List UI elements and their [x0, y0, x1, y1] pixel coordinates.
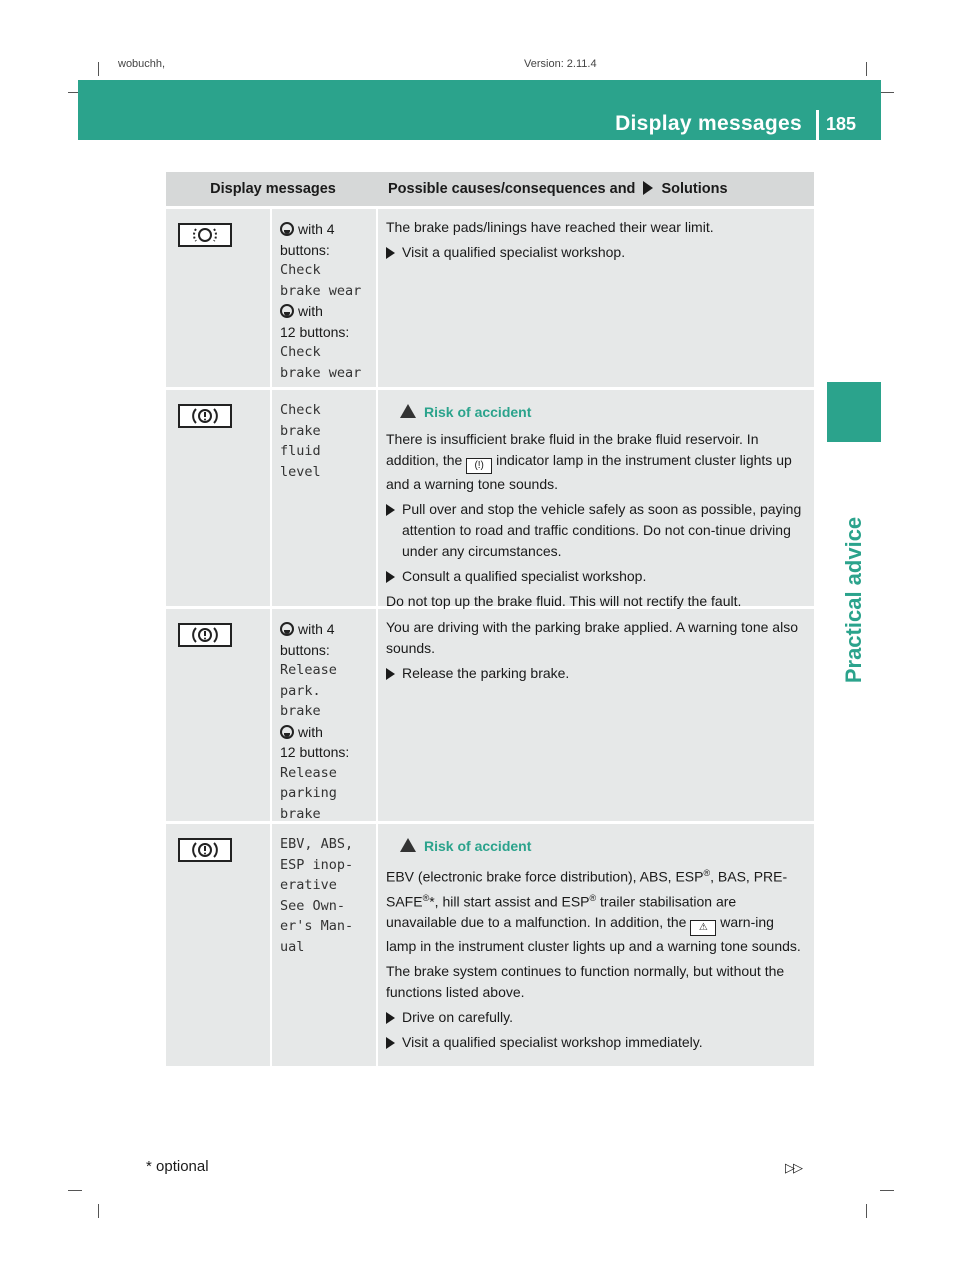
display-cell — [272, 609, 376, 821]
solution-step: Pull over and stop the vehicle safely as soon as possible, paying attention to road and traffic conditions. Do not con-tinue driving under any circumstances. — [386, 499, 808, 562]
registered-mark: ® — [589, 892, 597, 903]
closing-text: The brake system continues to function normally, but without the functions listed above. — [386, 963, 785, 1001]
display-message: fluid — [280, 443, 321, 459]
icon-cell — [166, 609, 270, 821]
table-header — [166, 172, 814, 206]
cause-text: The brake pads/linings have reached their wear limit. — [386, 219, 714, 235]
icon-cell — [166, 390, 270, 606]
cause-text-6: warn-ing lamp in the instrument cluster lights up and a warning tone sounds. — [386, 914, 801, 955]
brake-fluid-icon — [178, 404, 232, 428]
table-row — [166, 390, 814, 609]
display-message: ual — [280, 938, 305, 955]
meta-right: Version: 2.11.4 — [524, 58, 597, 70]
solution-step: Drive on carefully. — [386, 1007, 808, 1028]
registered-mark: ® — [422, 892, 430, 903]
cause-text-2: , BAS, — [710, 868, 750, 885]
brake-warning-lamp-icon: (!) — [466, 458, 492, 474]
section-label: Practical advice — [841, 516, 866, 684]
steering-wheel-icon — [280, 304, 294, 318]
steering-wheel-icon — [280, 622, 294, 636]
solution-step: Release the parking brake. — [386, 663, 808, 684]
display-message: Release — [280, 662, 337, 678]
display-message: EBV, ABS, — [280, 836, 354, 852]
display-message: brake wear — [280, 364, 362, 381]
display-message: er's Man- — [280, 918, 354, 934]
arrow-icon — [643, 181, 653, 195]
cause-text-5: trailer stabilisation are unavailable due to a malfunction. In addition, the — [386, 893, 737, 931]
warning-text: Risk of accident — [424, 838, 532, 854]
display-message: brake — [280, 703, 321, 719]
solution-cell — [378, 209, 814, 387]
messages-table — [166, 172, 814, 1066]
col-solutions-label-b: Solutions — [661, 181, 728, 197]
solution-step: Visit a qualified specialist workshop immediately. — [386, 1032, 808, 1053]
crop-mark — [880, 92, 894, 93]
warning-heading — [400, 402, 808, 423]
brake-wear-icon — [178, 223, 232, 247]
display-cell — [272, 824, 376, 1066]
crop-mark — [98, 1204, 99, 1218]
cause-text-4: *, hill start assist and ESP — [429, 893, 590, 910]
display-message: ESP inop- — [280, 856, 354, 873]
cause-text-3: PRE-SAFE — [386, 868, 788, 910]
display-line: 12 buttons: — [280, 744, 350, 760]
display-buttons-4: with 4 — [298, 621, 335, 637]
crop-mark — [866, 1204, 867, 1218]
display-message: Release — [280, 764, 337, 781]
display-cell — [272, 209, 376, 387]
page-title: Display messages — [615, 112, 802, 135]
display-message: level — [280, 463, 321, 480]
table-row — [166, 824, 814, 1066]
display-line — [280, 722, 376, 743]
col-solutions-label-a: Possible causes/consequences and — [388, 181, 636, 197]
table-row — [166, 209, 814, 387]
display-message: parking — [280, 785, 337, 801]
footnote: * optional — [146, 1158, 209, 1175]
display-message: Check — [280, 344, 321, 360]
display-buttons-12: with — [298, 303, 323, 319]
display-message: Check — [280, 402, 321, 418]
skid-warning-lamp-icon: ⚠ — [690, 920, 716, 936]
solution-step: Consult a qualified specialist workshop. — [386, 566, 808, 587]
display-message: park. — [280, 682, 321, 699]
crop-mark — [880, 1190, 894, 1191]
steering-wheel-icon — [280, 222, 294, 236]
col-display-messages: Display messages — [210, 181, 336, 197]
display-message: See Own- — [280, 897, 346, 914]
crop-mark — [98, 62, 99, 76]
closing-text: Do not top up the brake fluid. This will not rectify the fault. — [386, 593, 742, 609]
cause-text-a: There is insufficient brake fluid in the brake fluid reservoir. In addition, the — [386, 431, 759, 468]
display-line — [280, 619, 376, 640]
section-tab — [827, 382, 881, 442]
warning-triangle-icon — [400, 838, 416, 852]
icon-cell — [166, 824, 270, 1066]
display-line: buttons: — [280, 241, 330, 258]
display-line — [280, 219, 376, 240]
solution-step: Visit a qualified specialist workshop. — [386, 242, 808, 263]
display-message: brake — [280, 422, 321, 439]
col-solutions — [380, 181, 814, 197]
warning-triangle-icon — [400, 404, 416, 418]
cause-text — [386, 429, 808, 495]
display-message: brake wear — [280, 282, 362, 299]
cause-text-1: EBV (electronic brake force distribution), ABS, ESP — [386, 868, 704, 885]
warning-text: Risk of accident — [424, 404, 532, 420]
meta-left: wobuchh, — [118, 58, 166, 70]
display-message: erative — [280, 877, 337, 893]
parking-brake-icon — [178, 623, 232, 647]
display-message: brake — [280, 805, 321, 822]
display-buttons-12: with — [298, 723, 323, 740]
display-cell — [272, 390, 376, 606]
cause-text: You are driving with the parking brake applied. A warning tone also sounds. — [386, 619, 798, 656]
registered-mark: ® — [703, 868, 711, 878]
display-line: buttons: — [280, 641, 330, 658]
header-divider — [816, 110, 819, 140]
display-line — [280, 301, 376, 322]
page-number: 185 — [826, 114, 857, 134]
warning-heading — [400, 836, 808, 857]
crop-mark — [68, 1190, 82, 1191]
display-buttons-4: with 4 — [298, 221, 335, 237]
next-page-marker: ▷▷ — [785, 1160, 801, 1175]
brake-system-icon — [178, 838, 232, 862]
cause-text — [386, 863, 808, 957]
display-line: 12 buttons: — [280, 323, 350, 340]
solution-cell — [378, 824, 814, 1066]
icon-cell — [166, 209, 270, 387]
crop-mark — [866, 62, 867, 76]
solution-cell — [378, 390, 814, 609]
solution-cell — [378, 609, 814, 821]
table-row — [166, 609, 814, 821]
steering-wheel-icon — [280, 725, 294, 739]
cause-text-b: indicator lamp in the instrument cluster lights up and a warning tone sounds. — [386, 452, 792, 492]
display-message: Check — [280, 262, 321, 278]
